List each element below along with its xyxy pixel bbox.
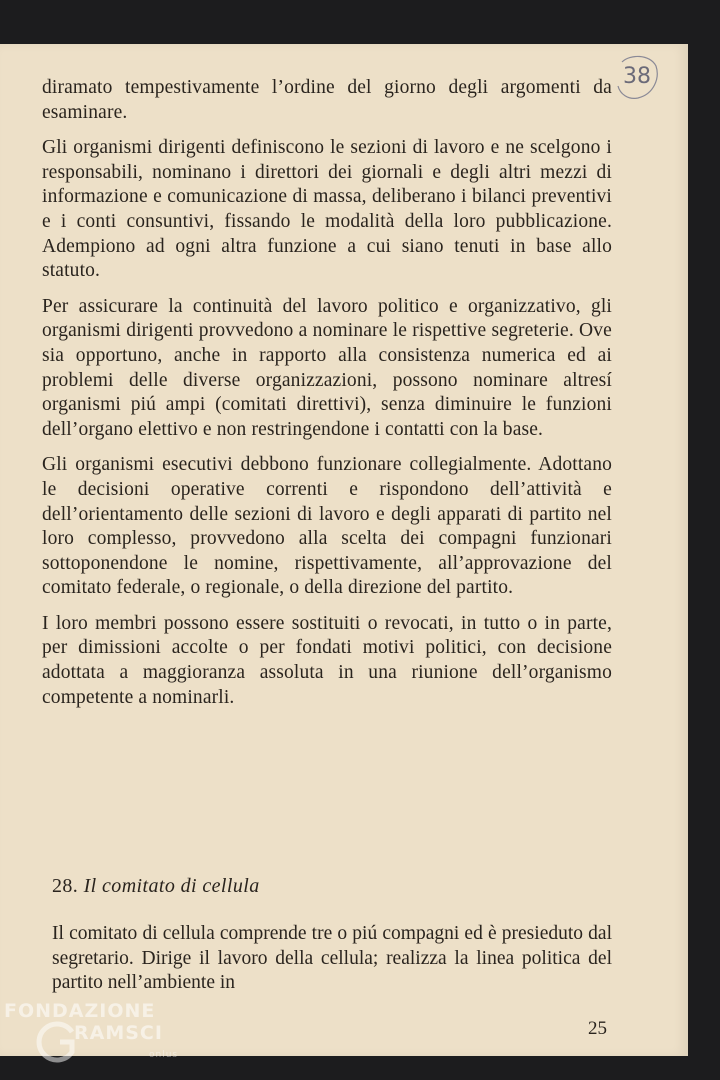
gramsci-g-icon [32,1018,80,1066]
paragraph: diramato tempestivamente l’ordine del giorno degli argomenti da esaminare. [42,77,612,123]
section-number: 28. [52,875,79,897]
handwritten-page-number: 38 [614,52,660,102]
paragraph: I loro membri possono essere sostituiti o revocati, in tutto o in parte, per dimissioni accolte o per fondati motivi politici, con decisione adottata a maggioranza assoluta in una riunione dell’organismo competente a nominarli. [42,612,612,708]
paragraph: Per assicurare la continuità del lavoro politico e organizzativo, gli organismi dirigenti provvedono a nominare le rispettive segreterie. Ove sia opportuno, anche in rapporto alla consistenza numerica ed ai problemi delle diverse organizzazioni, possono nominare altresí organismi piú ampi (comitati direttivi), senza diminuire le funzioni dell’organo elettivo e non restringendone i contatti con la base. [42,295,612,440]
watermark-logo: FONDAZIONE RAMSCI onlus [4,1000,178,1066]
page-number: 25 [588,1018,607,1039]
section-title: Il comitato di cellula [83,875,260,897]
paragraph: Gli organismi dirigenti definiscono le sezioni di lavoro e ne scelgono i responsabili, nominano i direttori dei giornali e degli altri mezzi di informazione e comunicazione di massa, deliberano i bilanci preventivi e i conti consuntivi, fissando le modalità della loro pubblicazione. Adempiono ad ogni altra funzione a cui siano tenuti in base allo statuto. [42,137,612,282]
body-text [42,76,612,721]
section-paragraph: Il comitato di cellula comprende tre o piú compagni ed è presieduto dal segretario. Dirige il lavoro della cellula; realizza la linea politica del partito nell’ambiente in [52,923,612,994]
section-heading [52,875,260,898]
paragraph: Gli organismi esecutivi debbono funzionare collegialmente. Adottano le decisioni operative correnti e rispondono dell’attività e dell’orientamento delle sezioni di lavoro e degli apparati di partito nel loro complesso, provvedono alla scelta dei compagni funzionari sottoponendone le nomine, rispettivamente, all’approvazione del comitato federale, o regionale, o della direzione del partito. [42,454,612,599]
